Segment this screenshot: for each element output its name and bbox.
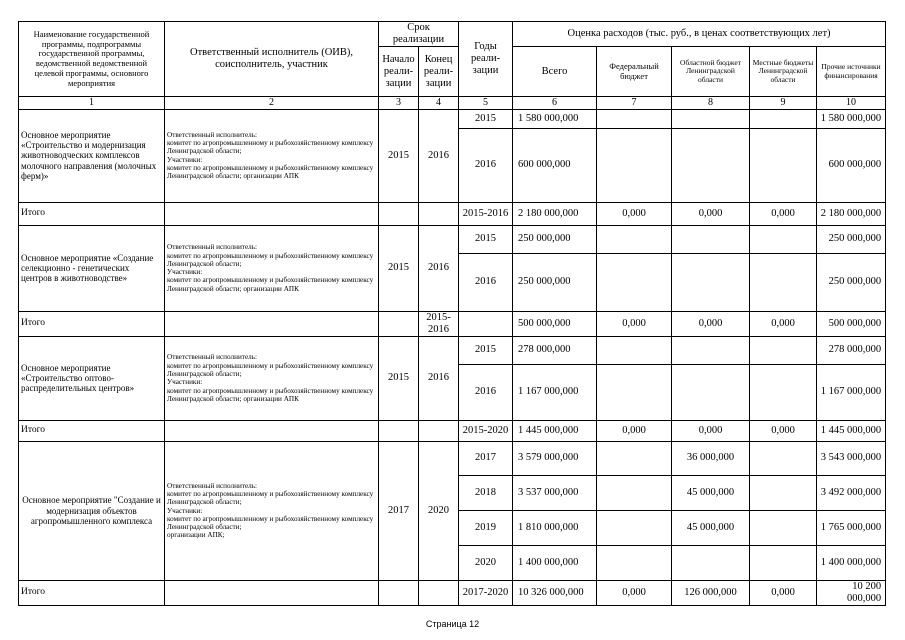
participants-label: Участники: [167, 506, 203, 515]
itogo-other: 500 000,000 [817, 311, 886, 336]
row-local [750, 475, 817, 510]
responsible-body: комитет по агропромышленному и рыбохозяйственному комплексу Ленинградской области; [167, 139, 374, 156]
participants-body: комитет по агропромышленному и рыбохозяйственному комплексу Ленинградской области; организации АПК [167, 276, 374, 293]
itogo-label: Итого [19, 311, 165, 336]
header-federal: Федеральный бюджет [597, 47, 672, 97]
activity-name: Основное мероприятие «Строительство и модернизация животноводческих комплексов молочного направления (молочных ферм)» [19, 109, 165, 202]
itogo-total: 1 445 000,000 [513, 420, 597, 441]
row-year: 2015 [459, 109, 513, 128]
responsible-label: Ответственный исполнитель: [167, 481, 257, 490]
end-year: 2020 [419, 441, 459, 580]
responsible-body: комитет по агропромышленному и рыбохозяйственному комплексу Ленинградской области; [167, 251, 374, 268]
itogo-local: 0,000 [750, 311, 817, 336]
participants-body: комитет по агропромышленному и рыбохозяйственному комплексу Ленинградской области; организации АПК [167, 386, 374, 403]
row-total: 1 810 000,000 [513, 510, 597, 545]
header-name-col: Наименование государственной программы, подпрограммы государственной программы, ведомственной ведомственной целевой программы, основного мероприятия [19, 22, 165, 97]
col-number: 4 [419, 97, 459, 110]
itogo-regional: 0,000 [672, 202, 750, 225]
responsible-body: комитет по агропромышленному и рыбохозяйственному комплексу Ленинградской области; [167, 361, 374, 378]
activity-name: Основное мероприятие «Создание селекционно - генетических центров в животноводстве» [19, 225, 165, 311]
row-year: 2015 [459, 225, 513, 253]
start-year: 2015 [379, 109, 419, 202]
itogo-total: 500 000,000 [513, 311, 597, 336]
header-start: Начало реали-зации [379, 47, 419, 97]
row-regional: 45 000,000 [672, 510, 750, 545]
itogo-years: 2015-2020 [459, 420, 513, 441]
row-local [750, 109, 817, 128]
responsible-label: Ответственный исполнитель: [167, 243, 257, 252]
header-years: Годы реали-зации [459, 22, 513, 97]
itogo-federal: 0,000 [597, 202, 672, 225]
col-number: 9 [750, 97, 817, 110]
empty-cell [165, 420, 379, 441]
col-number: 10 [817, 97, 886, 110]
participants-body: комитет по агропромышленному и рыбохозяйственному комплексу Ленинградской области; [167, 514, 374, 532]
empty-cell [379, 580, 419, 605]
row-other: 278 000,000 [817, 336, 886, 364]
participants-body: комитет по агропромышленному и рыбохозяйственному комплексу Ленинградской области; организации АПК [167, 163, 374, 181]
row-federal [597, 441, 672, 475]
row-federal [597, 253, 672, 311]
itogo-years: 2017-2020 [459, 580, 513, 605]
row-total: 3 537 000,000 [513, 475, 597, 510]
itogo-other: 1 445 000,000 [817, 420, 886, 441]
page-number: Страница 12 [425, 619, 480, 629]
row-total: 1 400 000,000 [513, 545, 597, 580]
itogo-end [419, 580, 459, 605]
header-local: Местные бюджеты Ленинградской области [750, 47, 817, 97]
row-total: 3 579 000,000 [513, 441, 597, 475]
end-year: 2016 [419, 109, 459, 202]
row-regional [672, 128, 750, 202]
row-local [750, 336, 817, 364]
row-federal [597, 336, 672, 364]
row-federal [597, 128, 672, 202]
row-other: 250 000,000 [817, 225, 886, 253]
row-year: 2016 [459, 128, 513, 202]
row-year: 2019 [459, 510, 513, 545]
responsible-label: Ответственный исполнитель: [167, 130, 257, 139]
row-other: 1 765 000,000 [817, 510, 886, 545]
responsible-cell [165, 225, 379, 311]
itogo-regional: 0,000 [672, 311, 750, 336]
row-other: 250 000,000 [817, 253, 886, 311]
row-year: 2020 [459, 545, 513, 580]
row-local [750, 510, 817, 545]
itogo-years [459, 311, 513, 336]
row-local [750, 253, 817, 311]
row-other: 600 000,000 [817, 128, 886, 202]
row-regional [672, 225, 750, 253]
row-year: 2016 [459, 253, 513, 311]
row-year: 2016 [459, 364, 513, 420]
row-total: 600 000,000 [513, 128, 597, 202]
end-year: 2016 [419, 336, 459, 420]
itogo-federal: 0,000 [597, 420, 672, 441]
row-regional [672, 253, 750, 311]
itogo-total: 2 180 000,000 [513, 202, 597, 225]
empty-cell [165, 202, 379, 225]
empty-cell [379, 311, 419, 336]
row-local [750, 441, 817, 475]
itogo-other: 2 180 000,000 [817, 202, 886, 225]
itogo-other: 10 200 000,000 [817, 580, 886, 605]
itogo-regional: 0,000 [672, 420, 750, 441]
activity-name: Основное мероприятие "Создание и модернизация объектов агропромышленного комплекса [19, 441, 165, 580]
row-total: 250 000,000 [513, 253, 597, 311]
itogo-years: 2015-2016 [459, 202, 513, 225]
activity-name: Основное мероприятие «Строительство оптово-распределительных центров» [19, 336, 165, 420]
itogo-federal: 0,000 [597, 311, 672, 336]
header-cost-group: Оценка расходов (тыс. руб., в ценах соответствующих лет) [513, 22, 886, 47]
row-total: 1 167 000,000 [513, 364, 597, 420]
col-number: 8 [672, 97, 750, 110]
row-other: 1 580 000,000 [817, 109, 886, 128]
header-total: Всего [513, 47, 597, 97]
itogo-label: Итого [19, 202, 165, 225]
itogo-label: Итого [19, 420, 165, 441]
itogo-end: 2015-2016 [419, 311, 459, 336]
itogo-total: 10 326 000,000 [513, 580, 597, 605]
participants-body: организации АПК; [167, 531, 225, 540]
row-total: 1 580 000,000 [513, 109, 597, 128]
itogo-regional: 126 000,000 [672, 580, 750, 605]
row-federal [597, 510, 672, 545]
empty-cell [379, 202, 419, 225]
col-number: 1 [19, 97, 165, 110]
responsible-body: комитет по агропромышленному и рыбохозяйственному комплексу Ленинградской области; [167, 490, 374, 507]
empty-cell [379, 420, 419, 441]
row-local [750, 364, 817, 420]
row-total: 278 000,000 [513, 336, 597, 364]
row-federal [597, 225, 672, 253]
itogo-label: Итого [19, 580, 165, 605]
row-local [750, 128, 817, 202]
row-regional: 45 000,000 [672, 475, 750, 510]
row-federal [597, 364, 672, 420]
row-year: 2018 [459, 475, 513, 510]
start-year: 2015 [379, 225, 419, 311]
responsible-cell [165, 109, 379, 202]
row-regional: 36 000,000 [672, 441, 750, 475]
header-responsible-col: Ответственный исполнитель (ОИВ), соисполнитель, участник [165, 22, 379, 97]
col-number: 2 [165, 97, 379, 110]
participants-label: Участники: [167, 268, 203, 277]
header-end: Конец реали-зации [419, 47, 459, 97]
row-other: 1 400 000,000 [817, 545, 886, 580]
end-year: 2016 [419, 225, 459, 311]
row-regional [672, 545, 750, 580]
header-regional: Областной бюджет Ленинградской области [672, 47, 750, 97]
row-local [750, 225, 817, 253]
row-federal [597, 109, 672, 128]
responsible-label: Ответственный исполнитель: [167, 353, 257, 362]
participants-label: Участники: [167, 155, 203, 164]
itogo-federal: 0,000 [597, 580, 672, 605]
row-federal [597, 475, 672, 510]
col-number: 3 [379, 97, 419, 110]
row-year: 2015 [459, 336, 513, 364]
row-regional [672, 364, 750, 420]
itogo-local: 0,000 [750, 202, 817, 225]
row-other: 3 492 000,000 [817, 475, 886, 510]
itogo-local: 0,000 [750, 580, 817, 605]
empty-cell [165, 580, 379, 605]
row-federal [597, 545, 672, 580]
itogo-local: 0,000 [750, 420, 817, 441]
row-other: 1 167 000,000 [817, 364, 886, 420]
header-period-group: Срок реализации [379, 22, 459, 47]
col-number: 6 [513, 97, 597, 110]
row-other: 3 543 000,000 [817, 441, 886, 475]
col-number: 5 [459, 97, 513, 110]
expenditure-table [18, 21, 886, 606]
header-other: Прочие источники финансирования [817, 47, 886, 97]
row-regional [672, 336, 750, 364]
responsible-cell [165, 336, 379, 420]
row-local [750, 545, 817, 580]
start-year: 2015 [379, 336, 419, 420]
start-year: 2017 [379, 441, 419, 580]
itogo-end [419, 202, 459, 225]
itogo-end [419, 420, 459, 441]
empty-cell [165, 311, 379, 336]
participants-label: Участники: [167, 378, 203, 387]
row-total: 250 000,000 [513, 225, 597, 253]
col-number: 7 [597, 97, 672, 110]
row-regional [672, 109, 750, 128]
responsible-cell [165, 441, 379, 580]
row-year: 2017 [459, 441, 513, 475]
